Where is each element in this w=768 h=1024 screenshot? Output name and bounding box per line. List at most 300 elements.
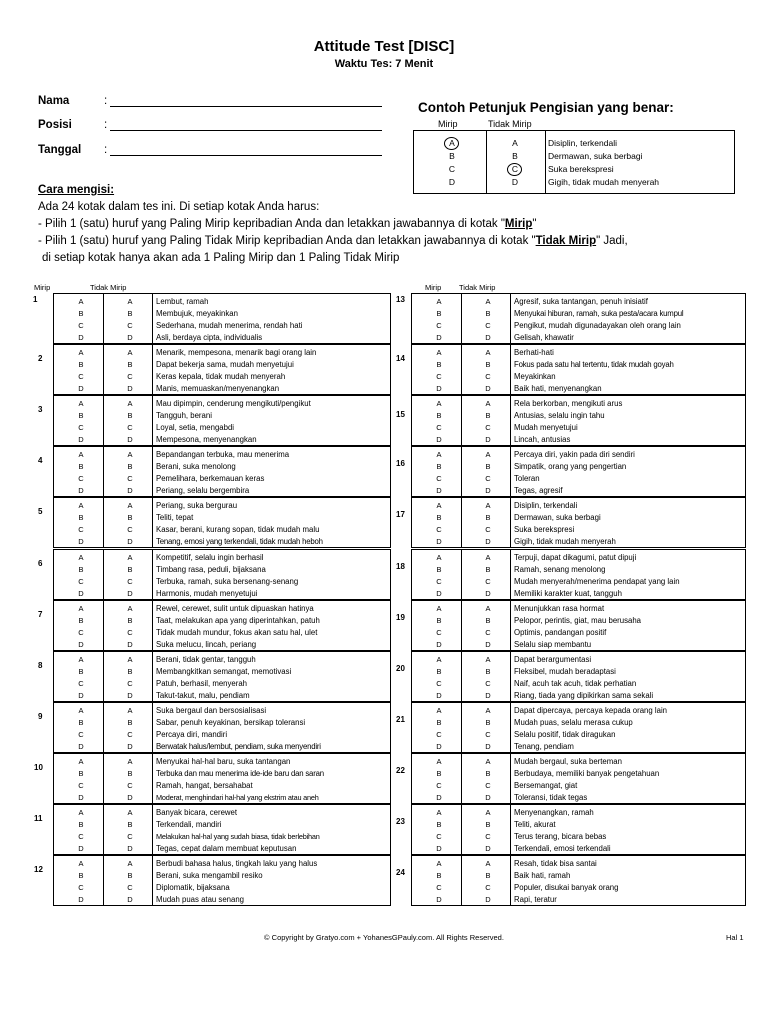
mirip-option-c[interactable]: C <box>436 679 442 688</box>
question-number: 8 <box>38 661 43 670</box>
option-text: Bepandangan terbuka, mau menerima <box>156 450 290 459</box>
tidak-mirip-option-c[interactable]: C <box>127 423 133 432</box>
tidak-mirip-option-a[interactable]: A <box>485 399 491 408</box>
option-text: Tangguh, berani <box>156 411 212 420</box>
option-row <box>412 792 745 804</box>
option-row <box>54 741 390 753</box>
mirip-option-a[interactable]: A <box>436 553 442 562</box>
tidak-mirip-option-d[interactable]: D <box>127 333 133 342</box>
option-text: Terkendali, mandiri <box>156 820 222 829</box>
option-text: Dapat berargumentasi <box>514 655 592 664</box>
example-text: Disiplin, terkendali <box>548 138 617 148</box>
mirip-option-c[interactable]: C <box>78 832 84 841</box>
tidak-mirip-option-d[interactable]: D <box>485 384 491 393</box>
tidak-mirip-option-c[interactable]: C <box>127 730 133 739</box>
mirip-option-a[interactable]: A <box>436 604 442 613</box>
mirip-option-a[interactable]: A <box>78 604 84 613</box>
option-text: Mudah bergaul, suka berteman <box>514 757 622 766</box>
mirip-option-b[interactable]: B <box>78 565 84 574</box>
option-row <box>412 678 745 690</box>
mirip-option-d[interactable]: D <box>78 742 84 751</box>
tidak-mirip-option-c[interactable]: C <box>485 832 491 841</box>
instructions-line-3 <box>38 233 738 250</box>
option-row <box>412 894 745 906</box>
mirip-option-b[interactable]: B <box>78 309 84 318</box>
tidak-mirip-option-d[interactable]: D <box>485 844 491 853</box>
option-row <box>412 524 745 536</box>
tidak-mirip-option-b[interactable]: B <box>127 667 133 676</box>
tidak-mirip-option-d[interactable]: D <box>485 691 491 700</box>
tidak-mirip-option-a[interactable]: A <box>127 450 133 459</box>
tidak-mirip-option-c[interactable]: C <box>485 679 491 688</box>
option-text: Percaya diri, yakin pada diri sendiri <box>514 450 635 459</box>
option-text: Patuh, berhasil, menyerah <box>156 679 248 688</box>
footer-copyright: © Copyright by Gratyo.com + YohanesGPauly.com. All Rights Reserved. <box>264 933 504 942</box>
mirip-option-b[interactable]: B <box>436 871 442 880</box>
tidak-mirip-option-c[interactable]: C <box>485 372 491 381</box>
mirip-option-a[interactable]: A <box>436 348 442 357</box>
option-text: Pelopor, perintis, giat, mau berusaha <box>514 616 641 625</box>
instr-bold-tidak: Tidak Mirip <box>535 235 597 247</box>
option-text: Membujuk, meyakinkan <box>156 309 238 318</box>
mirip-option-a[interactable]: A <box>436 808 442 817</box>
option-text: Periang, suka bergurau <box>156 501 238 510</box>
example-row <box>414 137 734 150</box>
tidak-mirip-option-a[interactable]: A <box>485 859 491 868</box>
mirip-option-b[interactable]: B <box>436 411 442 420</box>
tidak-mirip-option-a[interactable]: A <box>127 553 133 562</box>
tidak-mirip-option-a[interactable]: A <box>127 655 133 664</box>
tidak-mirip-option-c[interactable]: C <box>485 781 491 790</box>
example-text: Suka berekspresi <box>548 164 614 174</box>
tidak-mirip-option-a[interactable]: A <box>485 757 491 766</box>
mirip-option-c[interactable]: C <box>78 474 84 483</box>
question-block <box>38 395 391 446</box>
mirip-option-b[interactable]: B <box>436 769 442 778</box>
mirip-option-a[interactable]: A <box>78 757 84 766</box>
mirip-option-b[interactable]: B <box>78 616 84 625</box>
option-text: Agresif, suka tantangan, penuh inisiatif <box>514 297 648 306</box>
mirip-option-c[interactable]: C <box>436 423 442 432</box>
mirip-option-b[interactable]: B <box>436 667 442 676</box>
option-text: Membangkitkan semangat, memotivasi <box>156 667 292 676</box>
option-text: Naif, acuh tak acuh, tidak perhatian <box>514 679 637 688</box>
mirip-option-b[interactable]: B <box>78 718 84 727</box>
tidak-mirip-option-a[interactable]: A <box>127 399 133 408</box>
mirip-option-a[interactable]: A <box>436 501 442 510</box>
tidak-mirip-option-a[interactable]: A <box>485 808 491 817</box>
tidak-mirip-option-a[interactable]: A <box>127 297 133 306</box>
tidak-mirip-option-d[interactable]: D <box>485 486 491 495</box>
mirip-option-a[interactable]: A <box>78 808 84 817</box>
mirip-option-b[interactable]: B <box>78 871 84 880</box>
tidak-mirip-option-d[interactable]: D <box>127 589 133 598</box>
option-text: Percaya diri, mandiri <box>156 730 228 739</box>
question-number: 4 <box>38 456 43 465</box>
tidak-mirip-option-c[interactable]: C <box>485 883 491 892</box>
tidak-mirip-option-b[interactable]: B <box>485 871 491 880</box>
option-text: Diplomatik, bijaksana <box>156 883 230 892</box>
mirip-option-d[interactable]: D <box>78 793 84 802</box>
mirip-option-d[interactable]: D <box>436 333 442 342</box>
tidak-mirip-option-c[interactable]: C <box>127 832 133 841</box>
tidak-mirip-option-d[interactable]: D <box>127 742 133 751</box>
mirip-option-d[interactable]: D <box>436 537 442 546</box>
tidak-mirip-option-c[interactable]: C <box>485 577 491 586</box>
tidak-mirip-option-b[interactable]: B <box>485 462 491 471</box>
tidak-mirip-option-b[interactable]: B <box>485 667 491 676</box>
option-text: Lembut, ramah <box>156 297 209 306</box>
tidak-mirip-option-c[interactable]: C <box>485 321 491 330</box>
question-number: 20 <box>396 664 405 673</box>
tidak-mirip-option-b[interactable]: B <box>485 616 491 625</box>
mirip-option-d[interactable]: D <box>78 589 84 598</box>
mirip-option-a[interactable]: A <box>78 399 84 408</box>
tidak-mirip-option-b[interactable]: B <box>485 718 491 727</box>
option-row <box>412 780 745 792</box>
example-mirip-letter: A <box>449 138 455 148</box>
mirip-option-d[interactable]: D <box>436 844 442 853</box>
mirip-option-d[interactable]: D <box>78 333 84 342</box>
tidak-mirip-option-b[interactable]: B <box>127 820 133 829</box>
mirip-option-b[interactable]: B <box>78 513 84 522</box>
question-block <box>396 651 746 702</box>
option-text: Berbudaya, memiliki banyak pengetahuan <box>514 769 660 778</box>
tidak-mirip-option-c[interactable]: C <box>127 628 133 637</box>
tidak-mirip-option-d[interactable]: D <box>127 486 133 495</box>
option-text: Terkendali, emosi terkendali <box>514 844 611 853</box>
option-row <box>412 552 745 564</box>
option-row <box>412 858 745 870</box>
option-text: Riang, tiada yang dipikirkan sama sekali <box>514 691 654 700</box>
tidak-mirip-option-d[interactable]: D <box>485 895 491 904</box>
tidak-mirip-option-d[interactable]: D <box>127 691 133 700</box>
tidak-mirip-option-d[interactable]: D <box>485 640 491 649</box>
mirip-option-a[interactable]: A <box>78 706 84 715</box>
tidak-mirip-option-b[interactable]: B <box>127 769 133 778</box>
option-row <box>54 512 390 524</box>
tidak-mirip-option-b[interactable]: B <box>485 820 491 829</box>
tidak-mirip-option-b[interactable]: B <box>485 309 491 318</box>
mirip-option-d[interactable]: D <box>78 844 84 853</box>
tidak-mirip-option-b[interactable]: B <box>127 513 133 522</box>
tidak-mirip-option-a[interactable]: A <box>127 808 133 817</box>
tidak-mirip-option-d[interactable]: D <box>127 895 133 904</box>
example-row <box>414 150 734 163</box>
mirip-option-b[interactable]: B <box>78 667 84 676</box>
mirip-option-a[interactable]: A <box>436 655 442 664</box>
option-row <box>54 654 390 666</box>
mirip-option-c[interactable]: C <box>78 321 84 330</box>
option-row <box>54 831 390 843</box>
tidak-mirip-option-c[interactable]: C <box>485 628 491 637</box>
page-number: Hal 1 <box>726 933 744 942</box>
mirip-option-c[interactable]: C <box>436 628 442 637</box>
tidak-mirip-option-a[interactable]: A <box>127 348 133 357</box>
option-row <box>54 639 390 651</box>
mirip-option-b[interactable]: B <box>436 616 442 625</box>
mirip-option-b[interactable]: B <box>436 820 442 829</box>
mirip-option-c[interactable]: C <box>436 832 442 841</box>
mirip-option-b[interactable]: B <box>78 820 84 829</box>
mirip-option-d[interactable]: D <box>78 895 84 904</box>
tanggal-input-line[interactable] <box>110 155 382 156</box>
tidak-mirip-option-c[interactable]: C <box>127 525 133 534</box>
option-row <box>54 768 390 780</box>
option-text: Rela berkorban, mengikuti arus <box>514 399 623 408</box>
mirip-option-a[interactable]: A <box>78 501 84 510</box>
mirip-option-c[interactable]: C <box>78 525 84 534</box>
mirip-option-c[interactable]: C <box>78 781 84 790</box>
tidak-mirip-option-d[interactable]: D <box>127 844 133 853</box>
tidak-mirip-option-c[interactable]: C <box>127 781 133 790</box>
option-row <box>412 870 745 882</box>
mirip-option-d[interactable]: D <box>78 691 84 700</box>
question-block <box>396 497 746 548</box>
mirip-option-a[interactable]: A <box>436 859 442 868</box>
option-row <box>412 627 745 639</box>
option-row <box>412 359 745 371</box>
option-row <box>412 666 745 678</box>
mirip-option-d[interactable]: D <box>436 486 442 495</box>
tidak-mirip-option-d[interactable]: D <box>127 435 133 444</box>
mirip-option-c[interactable]: C <box>78 577 84 586</box>
option-text: Memiliki karakter kuat, tangguh <box>514 589 622 598</box>
tidak-mirip-option-a[interactable]: A <box>127 757 133 766</box>
tidak-mirip-option-a[interactable]: A <box>485 706 491 715</box>
option-row <box>412 383 745 395</box>
mirip-option-c[interactable]: C <box>436 321 442 330</box>
tidak-mirip-option-b[interactable]: B <box>485 513 491 522</box>
posisi-input-line[interactable] <box>110 130 382 131</box>
mirip-option-a[interactable]: A <box>436 757 442 766</box>
tidak-mirip-option-d[interactable]: D <box>127 640 133 649</box>
tidak-mirip-option-a[interactable]: A <box>127 604 133 613</box>
question-number: 18 <box>396 562 405 571</box>
mirip-option-d[interactable]: D <box>78 384 84 393</box>
tidak-mirip-option-a[interactable]: A <box>485 501 491 510</box>
option-text: Kasar, berani, kurang sopan, tidak mudah malu <box>156 525 320 534</box>
option-row <box>54 894 390 906</box>
tidak-mirip-option-a[interactable]: A <box>485 297 491 306</box>
tidak-mirip-option-c[interactable]: C <box>127 372 133 381</box>
tidak-mirip-option-a[interactable]: A <box>127 706 133 715</box>
mirip-option-b[interactable]: B <box>436 360 442 369</box>
tidak-mirip-option-a[interactable]: A <box>485 553 491 562</box>
option-row <box>54 690 390 702</box>
mirip-option-a[interactable]: A <box>78 553 84 562</box>
tidak-mirip-option-c[interactable]: C <box>127 679 133 688</box>
mirip-option-c[interactable]: C <box>78 679 84 688</box>
tidak-mirip-option-b[interactable]: B <box>127 565 133 574</box>
mirip-option-d[interactable]: D <box>436 384 442 393</box>
mirip-option-c[interactable]: C <box>78 883 84 892</box>
option-text: Terbuka, ramah, suka bersenang-senang <box>156 577 299 586</box>
option-row <box>54 371 390 383</box>
option-text: Terus terang, bicara bebas <box>514 832 607 841</box>
mirip-option-d[interactable]: D <box>436 895 442 904</box>
question-number: 1 <box>33 295 38 304</box>
tidak-mirip-option-a[interactable]: A <box>485 604 491 613</box>
mirip-option-b[interactable]: B <box>436 462 442 471</box>
option-text: Menyukai hiburan, ramah, suka pesta/acara kumpul <box>514 309 684 318</box>
mirip-option-b[interactable]: B <box>436 309 442 318</box>
mirip-option-c[interactable]: C <box>78 423 84 432</box>
mirip-option-a[interactable]: A <box>436 297 442 306</box>
mirip-option-a[interactable]: A <box>78 348 84 357</box>
tidak-mirip-option-a[interactable]: A <box>127 859 133 868</box>
mirip-option-d[interactable]: D <box>436 640 442 649</box>
mirip-option-b[interactable]: B <box>78 462 84 471</box>
tidak-mirip-option-b[interactable]: B <box>127 360 133 369</box>
tidak-mirip-option-c[interactable]: C <box>127 883 133 892</box>
tidak-mirip-option-b[interactable]: B <box>127 309 133 318</box>
mirip-option-b[interactable]: B <box>78 360 84 369</box>
option-row <box>412 831 745 843</box>
tidak-mirip-option-b[interactable]: B <box>127 462 133 471</box>
mirip-option-d[interactable]: D <box>436 742 442 751</box>
tidak-mirip-option-d[interactable]: D <box>127 793 133 802</box>
mirip-option-a[interactable]: A <box>436 706 442 715</box>
tidak-mirip-option-d[interactable]: D <box>485 742 491 751</box>
tidak-mirip-option-c[interactable]: C <box>485 474 491 483</box>
page-title: Attitude Test [DISC] <box>313 38 455 55</box>
mirip-option-d[interactable]: D <box>78 640 84 649</box>
option-text: Teliti, tepat <box>156 513 194 522</box>
field-tanggal <box>38 144 108 156</box>
tidak-mirip-option-b[interactable]: B <box>485 565 491 574</box>
question-block <box>396 855 746 906</box>
option-text: Manis, memuaskan/menyenangkan <box>156 384 280 393</box>
question-block <box>396 395 746 446</box>
mirip-option-d[interactable]: D <box>436 691 442 700</box>
mirip-option-c[interactable]: C <box>436 883 442 892</box>
tidak-mirip-option-d[interactable]: D <box>127 537 133 546</box>
option-text: Suka bergaul dan bersosialisasi <box>156 706 267 715</box>
mirip-option-d[interactable]: D <box>78 435 84 444</box>
tidak-mirip-option-d[interactable]: D <box>485 793 491 802</box>
tidak-mirip-option-d[interactable]: D <box>485 589 491 598</box>
option-row <box>54 359 390 371</box>
example-text: Dermawan, suka berbagi <box>548 151 643 161</box>
question-block <box>396 600 746 651</box>
field-colon: : <box>104 144 108 156</box>
tidak-mirip-option-b[interactable]: B <box>485 360 491 369</box>
tidak-mirip-option-d[interactable]: D <box>485 333 491 342</box>
mirip-option-a[interactable]: A <box>78 450 84 459</box>
mirip-option-a[interactable]: A <box>78 655 84 664</box>
mirip-option-d[interactable]: D <box>436 435 442 444</box>
tidak-mirip-option-c[interactable]: C <box>127 321 133 330</box>
mirip-option-b[interactable]: B <box>436 565 442 574</box>
mirip-option-b[interactable]: B <box>78 769 84 778</box>
option-row <box>54 434 390 446</box>
mirip-option-d[interactable]: D <box>436 793 442 802</box>
instructions-line-4: di setiap kotak hanya akan ada 1 Paling Mirip dan 1 Paling Tidak Mirip <box>42 252 400 264</box>
mirip-option-d[interactable]: D <box>78 486 84 495</box>
question-block <box>38 446 391 497</box>
mirip-option-d[interactable]: D <box>436 589 442 598</box>
tidak-mirip-option-b[interactable]: B <box>485 769 491 778</box>
mirip-option-c[interactable]: C <box>78 372 84 381</box>
mirip-option-c[interactable]: C <box>436 577 442 586</box>
tidak-mirip-option-b[interactable]: B <box>485 411 491 420</box>
option-row <box>54 678 390 690</box>
mirip-option-a[interactable]: A <box>78 859 84 868</box>
mirip-option-c[interactable]: C <box>78 730 84 739</box>
example-mirip-letter: B <box>449 151 455 161</box>
option-row <box>412 296 745 308</box>
mirip-option-b[interactable]: B <box>78 411 84 420</box>
tidak-mirip-option-c[interactable]: C <box>485 730 491 739</box>
option-text: Lincah, antusias <box>514 435 571 444</box>
tidak-mirip-option-c[interactable]: C <box>127 474 133 483</box>
question-block <box>38 497 391 548</box>
nama-input-line[interactable] <box>110 106 382 107</box>
instructions <box>38 182 738 267</box>
tidak-mirip-option-b[interactable]: B <box>127 411 133 420</box>
tidak-mirip-option-b[interactable]: B <box>127 718 133 727</box>
question-number: 21 <box>396 715 405 724</box>
tidak-mirip-option-d[interactable]: D <box>485 435 491 444</box>
tidak-mirip-option-a[interactable]: A <box>485 655 491 664</box>
question-number: 2 <box>38 354 43 363</box>
mirip-option-a[interactable]: A <box>436 399 442 408</box>
mirip-option-b[interactable]: B <box>436 718 442 727</box>
tidak-mirip-option-b[interactable]: B <box>127 871 133 880</box>
option-row <box>54 756 390 768</box>
question-number: 19 <box>396 613 405 622</box>
option-row <box>54 780 390 792</box>
option-text: Mudah puas atau senang <box>156 895 245 904</box>
question-block <box>396 702 746 753</box>
option-row <box>54 807 390 819</box>
option-row <box>412 347 745 359</box>
question-number: 17 <box>396 510 405 519</box>
tidak-mirip-option-a[interactable]: A <box>127 501 133 510</box>
tidak-mirip-option-b[interactable]: B <box>127 616 133 625</box>
instr-text: " Jadi, <box>596 235 628 247</box>
mirip-option-a[interactable]: A <box>78 297 84 306</box>
field-label: Tanggal <box>38 144 82 156</box>
mirip-option-d[interactable]: D <box>78 537 84 546</box>
tidak-mirip-option-d[interactable]: D <box>485 537 491 546</box>
mirip-option-c[interactable]: C <box>436 474 442 483</box>
option-row <box>54 332 390 344</box>
col-header-tidak-right: Tidak Mirip <box>459 283 496 292</box>
option-row <box>54 576 390 588</box>
mirip-option-c[interactable]: C <box>436 525 442 534</box>
question-block <box>38 549 391 600</box>
mirip-option-c[interactable]: C <box>436 372 442 381</box>
tidak-mirip-option-c[interactable]: C <box>127 577 133 586</box>
option-text: Selalu positif, tidak diragukan <box>514 730 616 739</box>
tidak-mirip-option-c[interactable]: C <box>485 525 491 534</box>
instructions-heading: Cara mengisi: <box>38 184 115 196</box>
mirip-option-c[interactable]: C <box>436 730 442 739</box>
mirip-option-b[interactable]: B <box>436 513 442 522</box>
page-subtitle: Waktu Tes: 7 Menit <box>334 58 434 70</box>
option-text: Gigih, tidak mudah menyerah <box>514 537 616 546</box>
tidak-mirip-option-c[interactable]: C <box>485 423 491 432</box>
tidak-mirip-option-d[interactable]: D <box>127 384 133 393</box>
mirip-option-c[interactable]: C <box>78 628 84 637</box>
option-row <box>54 398 390 410</box>
mirip-option-a[interactable]: A <box>436 450 442 459</box>
tidak-mirip-option-a[interactable]: A <box>485 450 491 459</box>
tidak-mirip-option-a[interactable]: A <box>485 348 491 357</box>
mirip-option-c[interactable]: C <box>436 781 442 790</box>
